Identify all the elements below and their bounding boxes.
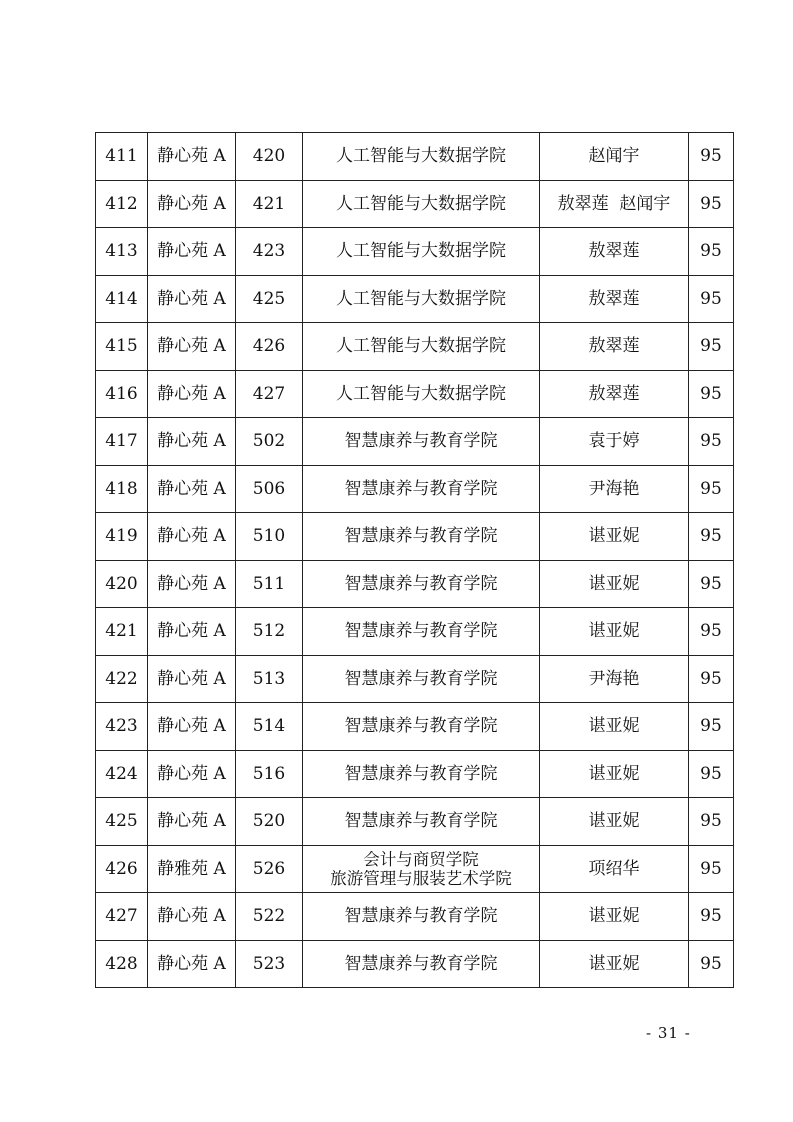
building-name: 静心苑 A bbox=[148, 418, 236, 466]
page-number: - 31 - bbox=[646, 1024, 691, 1042]
score: 95 bbox=[689, 845, 734, 893]
score: 95 bbox=[689, 275, 734, 323]
college-name-line-1: 会计与商贸学院 bbox=[363, 849, 479, 869]
table-row bbox=[96, 655, 734, 703]
row-number: 424 bbox=[96, 750, 148, 798]
score: 95 bbox=[689, 703, 734, 751]
room-number: 420 bbox=[236, 133, 303, 181]
building-name: 静心苑 A bbox=[148, 180, 236, 228]
building-name: 静心苑 A bbox=[148, 750, 236, 798]
table-row bbox=[96, 133, 734, 181]
room-number: 520 bbox=[236, 798, 303, 846]
room-number: 516 bbox=[236, 750, 303, 798]
score: 95 bbox=[689, 370, 734, 418]
row-number: 411 bbox=[96, 133, 148, 181]
responsible-person: 尹海艳 bbox=[540, 655, 689, 703]
building-name: 静心苑 A bbox=[148, 275, 236, 323]
row-number: 417 bbox=[96, 418, 148, 466]
college-name: 人工智能与大数据学院 bbox=[303, 323, 540, 371]
building-name: 静心苑 A bbox=[148, 703, 236, 751]
row-number: 414 bbox=[96, 275, 148, 323]
row-number: 415 bbox=[96, 323, 148, 371]
building-name: 静心苑 A bbox=[148, 608, 236, 656]
college-name: 智慧康养与教育学院 bbox=[303, 465, 540, 513]
score: 95 bbox=[689, 323, 734, 371]
building-name: 静心苑 A bbox=[148, 940, 236, 988]
room-number: 522 bbox=[236, 893, 303, 941]
responsible-person: 敖翠莲 bbox=[540, 370, 689, 418]
responsible-person: 谌亚妮 bbox=[540, 560, 689, 608]
table-row bbox=[96, 228, 734, 276]
score: 95 bbox=[689, 133, 734, 181]
row-number: 426 bbox=[96, 845, 148, 893]
table-row bbox=[96, 560, 734, 608]
table-row bbox=[96, 750, 734, 798]
score: 95 bbox=[689, 893, 734, 941]
building-name: 静心苑 A bbox=[148, 513, 236, 561]
building-name: 静心苑 A bbox=[148, 560, 236, 608]
row-number: 412 bbox=[96, 180, 148, 228]
row-number: 428 bbox=[96, 940, 148, 988]
row-number: 420 bbox=[96, 560, 148, 608]
responsible-person: 项绍华 bbox=[540, 845, 689, 893]
college-name-line-2: 旅游管理与服装艺术学院 bbox=[330, 868, 512, 888]
row-number: 423 bbox=[96, 703, 148, 751]
dormitory-score-table bbox=[95, 132, 734, 988]
college-name: 智慧康养与教育学院 bbox=[303, 798, 540, 846]
responsible-person: 谌亚妮 bbox=[540, 798, 689, 846]
score: 95 bbox=[689, 418, 734, 466]
responsible-person: 谌亚妮 bbox=[540, 893, 689, 941]
table-row bbox=[96, 798, 734, 846]
room-number: 512 bbox=[236, 608, 303, 656]
responsible-person: 赵闻宇 bbox=[540, 133, 689, 181]
score: 95 bbox=[689, 655, 734, 703]
college-name: 智慧康养与教育学院 bbox=[303, 513, 540, 561]
college-name: 人工智能与大数据学院 bbox=[303, 370, 540, 418]
score: 95 bbox=[689, 560, 734, 608]
responsible-person: 敖翠莲 赵闻宇 bbox=[540, 180, 689, 228]
college-name: 人工智能与大数据学院 bbox=[303, 133, 540, 181]
responsible-person: 谌亚妮 bbox=[540, 513, 689, 561]
score: 95 bbox=[689, 465, 734, 513]
college-name: 人工智能与大数据学院 bbox=[303, 275, 540, 323]
responsible-person: 敖翠莲 bbox=[540, 275, 689, 323]
room-number: 514 bbox=[236, 703, 303, 751]
college-name: 智慧康养与教育学院 bbox=[303, 893, 540, 941]
responsible-person: 敖翠莲 bbox=[540, 228, 689, 276]
row-number: 419 bbox=[96, 513, 148, 561]
table-row bbox=[96, 323, 734, 371]
responsible-person: 敖翠莲 bbox=[540, 323, 689, 371]
score: 95 bbox=[689, 750, 734, 798]
score: 95 bbox=[689, 608, 734, 656]
room-number: 513 bbox=[236, 655, 303, 703]
college-name: 智慧康养与教育学院 bbox=[303, 418, 540, 466]
row-number: 416 bbox=[96, 370, 148, 418]
responsible-person: 袁于婷 bbox=[540, 418, 689, 466]
college-name: 智慧康养与教育学院 bbox=[303, 608, 540, 656]
room-number: 523 bbox=[236, 940, 303, 988]
building-name: 静心苑 A bbox=[148, 133, 236, 181]
table-row bbox=[96, 370, 734, 418]
college-name-multi bbox=[303, 845, 540, 893]
responsible-person: 谌亚妮 bbox=[540, 750, 689, 798]
table-row bbox=[96, 275, 734, 323]
college-name: 智慧康养与教育学院 bbox=[303, 703, 540, 751]
responsible-person: 尹海艳 bbox=[540, 465, 689, 513]
responsible-person: 谌亚妮 bbox=[540, 608, 689, 656]
table-row bbox=[96, 893, 734, 941]
score: 95 bbox=[689, 940, 734, 988]
college-name: 智慧康养与教育学院 bbox=[303, 560, 540, 608]
row-number: 427 bbox=[96, 893, 148, 941]
building-name: 静心苑 A bbox=[148, 893, 236, 941]
table-row bbox=[96, 845, 734, 893]
score: 95 bbox=[689, 513, 734, 561]
table-row bbox=[96, 418, 734, 466]
college-name: 人工智能与大数据学院 bbox=[303, 228, 540, 276]
building-name: 静心苑 A bbox=[148, 228, 236, 276]
college-name: 智慧康养与教育学院 bbox=[303, 940, 540, 988]
building-name: 静心苑 A bbox=[148, 323, 236, 371]
score: 95 bbox=[689, 180, 734, 228]
responsible-person: 谌亚妮 bbox=[540, 703, 689, 751]
row-number: 421 bbox=[96, 608, 148, 656]
table-row bbox=[96, 465, 734, 513]
building-name: 静心苑 A bbox=[148, 370, 236, 418]
college-name: 智慧康养与教育学院 bbox=[303, 655, 540, 703]
room-number: 427 bbox=[236, 370, 303, 418]
responsible-person: 谌亚妮 bbox=[540, 940, 689, 988]
table-row bbox=[96, 940, 734, 988]
row-number: 418 bbox=[96, 465, 148, 513]
row-number: 413 bbox=[96, 228, 148, 276]
room-number: 526 bbox=[236, 845, 303, 893]
college-name: 智慧康养与教育学院 bbox=[303, 750, 540, 798]
room-number: 506 bbox=[236, 465, 303, 513]
room-number: 421 bbox=[236, 180, 303, 228]
college-name: 人工智能与大数据学院 bbox=[303, 180, 540, 228]
row-number: 425 bbox=[96, 798, 148, 846]
room-number: 502 bbox=[236, 418, 303, 466]
score: 95 bbox=[689, 798, 734, 846]
room-number: 426 bbox=[236, 323, 303, 371]
room-number: 510 bbox=[236, 513, 303, 561]
table-row bbox=[96, 513, 734, 561]
building-name: 静心苑 A bbox=[148, 798, 236, 846]
score: 95 bbox=[689, 228, 734, 276]
table-row bbox=[96, 608, 734, 656]
room-number: 423 bbox=[236, 228, 303, 276]
room-number: 425 bbox=[236, 275, 303, 323]
building-name: 静心苑 A bbox=[148, 465, 236, 513]
table-row bbox=[96, 180, 734, 228]
building-name: 静心苑 A bbox=[148, 655, 236, 703]
row-number: 422 bbox=[96, 655, 148, 703]
room-number: 511 bbox=[236, 560, 303, 608]
table-row bbox=[96, 703, 734, 751]
table-body bbox=[96, 133, 734, 988]
building-name: 静雅苑 A bbox=[148, 845, 236, 893]
